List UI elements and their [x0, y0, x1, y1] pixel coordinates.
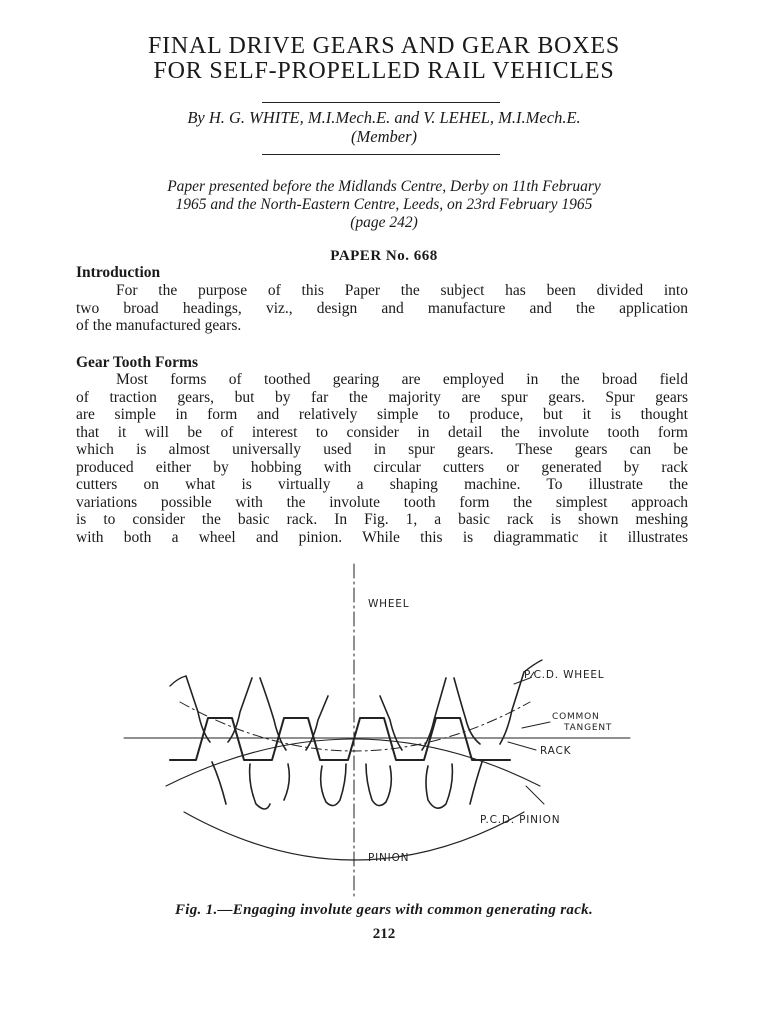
- author-names: By H. G. WHITE, M.I.Mech.E. and V. LEHEL, M.I.Mech.E.: [187, 108, 581, 127]
- section-heading-gear-tooth-forms: Gear Tooth Forms: [76, 354, 198, 371]
- pinion-teeth: [212, 762, 482, 809]
- presented-line-3: (page 242): [350, 214, 418, 231]
- label-pcd-wheel: P.C.D. WHEEL: [524, 669, 605, 681]
- rule-above-authors: [262, 102, 500, 103]
- label-wheel: WHEEL: [368, 598, 410, 610]
- page-number: 212: [372, 926, 396, 942]
- leader-common-tangent: [522, 722, 550, 728]
- title-line-2: FOR SELF-PROPELLED RAIL VEHICLES: [153, 58, 615, 84]
- label-common-tangent-2: TANGENT: [564, 723, 613, 733]
- text-line: produced either by hobbing with circular cutters or generated by rack: [76, 458, 688, 476]
- text-line: which is almost universally used in spur gears. These gears can be: [76, 441, 688, 458]
- text-line: with both a wheel and pinion. While this is diagrammatic it illustrates: [76, 528, 688, 546]
- text-line: two broad headings, viz., design and manufacture and the application: [76, 299, 688, 317]
- paragraph-gear-tooth-forms: [76, 371, 688, 546]
- text-line: that it will be of interest to consider in detail the involute tooth form: [76, 423, 688, 441]
- section-heading-introduction: Introduction: [76, 264, 161, 281]
- label-pinion: PINION: [368, 852, 410, 864]
- label-pcd-pinion: P.C.D. PINION: [480, 814, 561, 826]
- paper-number: PAPER No. 668: [330, 248, 438, 264]
- pcd-wheel-arc: [180, 702, 530, 751]
- figure-caption: Fig. 1.—Engaging involute gears with common generating rack.: [174, 902, 594, 918]
- presented-line-1: Paper presented before the Midlands Centre, Derby on 11th February: [167, 178, 601, 195]
- rule-below-authors: [262, 154, 500, 155]
- label-rack: RACK: [540, 745, 572, 757]
- paragraph-introduction: [76, 282, 688, 335]
- presented-line-2: 1965 and the North-Eastern Centre, Leeds, on 23rd February 1965: [175, 196, 593, 213]
- text-line: of traction gears, but by far the majority are spur gears. Spur gears: [76, 388, 688, 406]
- wheel-rim: [170, 660, 542, 686]
- label-common-tangent-1: COMMON: [552, 712, 600, 722]
- text-line: Most forms of toothed gearing are employed in the broad field: [116, 371, 688, 388]
- figure-1-gear-diagram: [110, 560, 650, 900]
- presentation-note: [70, 178, 698, 232]
- text-line: For the purpose of this Paper the subject has been divided into: [116, 282, 688, 299]
- text-line: of the manufactured gears.: [76, 317, 242, 334]
- author-membership: (Member): [351, 127, 417, 146]
- text-line: are simple in form and relatively simple to produce, but it is thought: [76, 406, 688, 423]
- text-line: cutters on what is virtually a shaping machine. To illustrate the: [76, 476, 688, 493]
- leader-pcd-pinion: [526, 786, 544, 804]
- title-line-1: FINAL DRIVE GEARS AND GEAR BOXES: [147, 33, 621, 59]
- author-block: [40, 108, 728, 146]
- leader-rack: [508, 742, 536, 750]
- paper-title: [40, 34, 728, 84]
- text-line: is to consider the basic rack. In Fig. 1, a basic rack is shown meshing: [76, 511, 688, 528]
- text-line: variations possible with the involute tooth form the simplest approach: [76, 493, 688, 511]
